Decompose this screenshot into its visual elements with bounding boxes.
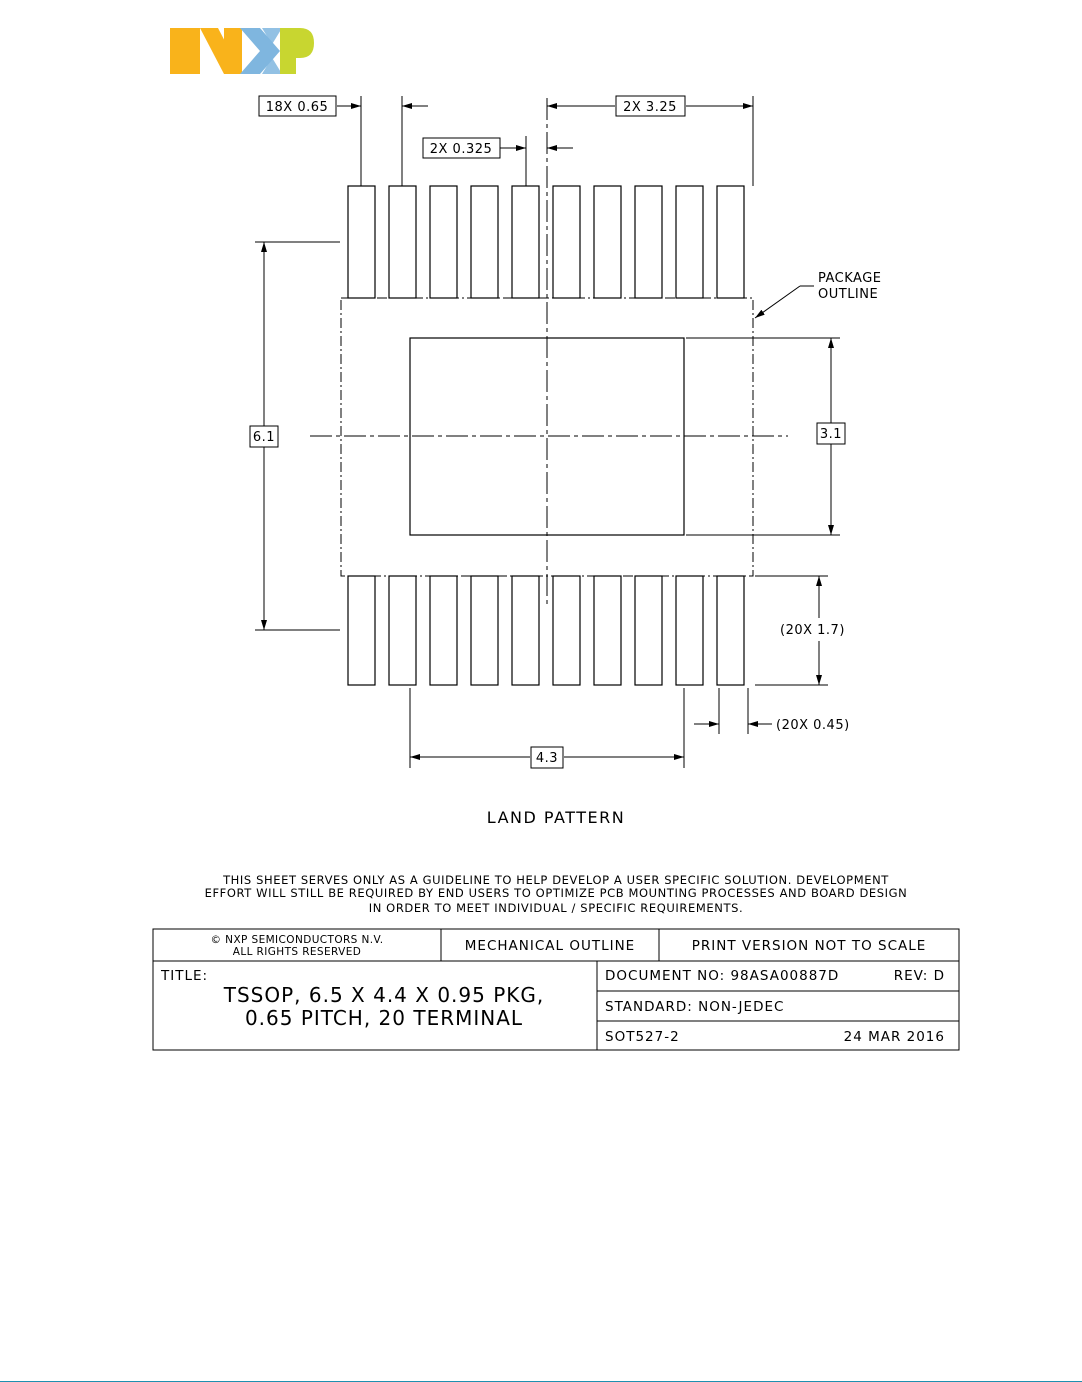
bottom-pad-6 [553,576,580,685]
dim-4-3-text: 4.3 [535,751,559,766]
bottom-pad-5 [512,576,539,685]
print-version-label: PRINT VERSION NOT TO SCALE [691,938,927,954]
dim-3-1 [817,423,845,444]
dim-18x-0-65-text: 18X 0.65 [265,100,329,115]
revision: REV: D [893,968,945,984]
top-pad-9 [676,186,703,298]
bottom-pad-2 [389,576,416,685]
top-pad-10 [717,186,744,298]
dim-6-1-text: 6.1 [252,430,276,445]
note-line-3: IN ORDER TO MEET INDIVIDUAL / SPECIFIC REQUIREMENTS. [368,901,744,915]
top-pad-3 [430,186,457,298]
package-outline-label-line1: PACKAGE [818,271,882,286]
copyright-line-2: ALL RIGHTS RESERVED [232,946,362,958]
note-line-2: EFFORT WILL STILL BE REQUIRED BY END USERS TO OPTIMIZE PCB MOUNTING PROCESSES AND BOARD DESIGN [204,886,908,900]
copyright-line-1: © NXP SEMICONDUCTORS N.V. [210,934,384,946]
top-pad-5 [512,186,539,298]
outline-code: SOT527-2 [605,1029,680,1045]
dim-3-1-text: 3.1 [819,427,843,442]
top-pad-7 [594,186,621,298]
top-pad-1 [348,186,375,298]
top-pad-6 [553,186,580,298]
title-line-2: 0.65 PITCH, 20 TERMINAL [244,1006,524,1030]
bottom-pad-3 [430,576,457,685]
bottom-pad-9 [676,576,703,685]
dim-4-3 [531,747,563,768]
dim-2x-0-325 [423,138,500,158]
top-pad-2 [389,186,416,298]
dim-2x-3-25 [616,96,685,116]
standard: STANDARD: NON-JEDEC [605,999,785,1015]
mechanical-outline-label: MECHANICAL OUTLINE [464,938,636,954]
bottom-pad-7 [594,576,621,685]
bottom-pad-8 [635,576,662,685]
top-pad-8 [635,186,662,298]
dim-2x-3-25-text: 2X 3.25 [623,100,677,115]
issue-date: 24 MAR 2016 [843,1029,945,1045]
package-outline-label-line2: OUTLINE [818,287,879,302]
top-pad-4 [471,186,498,298]
nxp-logo [170,28,314,74]
note-line-1: THIS SHEET SERVES ONLY AS A GUIDELINE TO HELP DEVELOP A USER SPECIFIC SOLUTION. DEVELOPMENT [223,873,889,887]
view-title: LAND PATTERN [486,808,626,827]
title-line-1: TSSOP, 6.5 X 4.4 X 0.95 PKG, [223,983,545,1007]
dim-20x-1-7-text: (20X 1.7) [780,623,845,638]
bottom-pad-4 [471,576,498,685]
document-number: DOCUMENT NO: 98ASA00887D [605,968,840,984]
dim-18x-0-65 [259,96,336,116]
dim-2x-0-325-text: 2X 0.325 [429,142,493,157]
dim-20x-0-45-text: (20X 0.45) [776,718,850,733]
bottom-pad-1 [348,576,375,685]
dim-6-1 [250,426,278,447]
bottom-pad-10 [717,576,744,685]
title-label: TITLE: [161,968,209,984]
